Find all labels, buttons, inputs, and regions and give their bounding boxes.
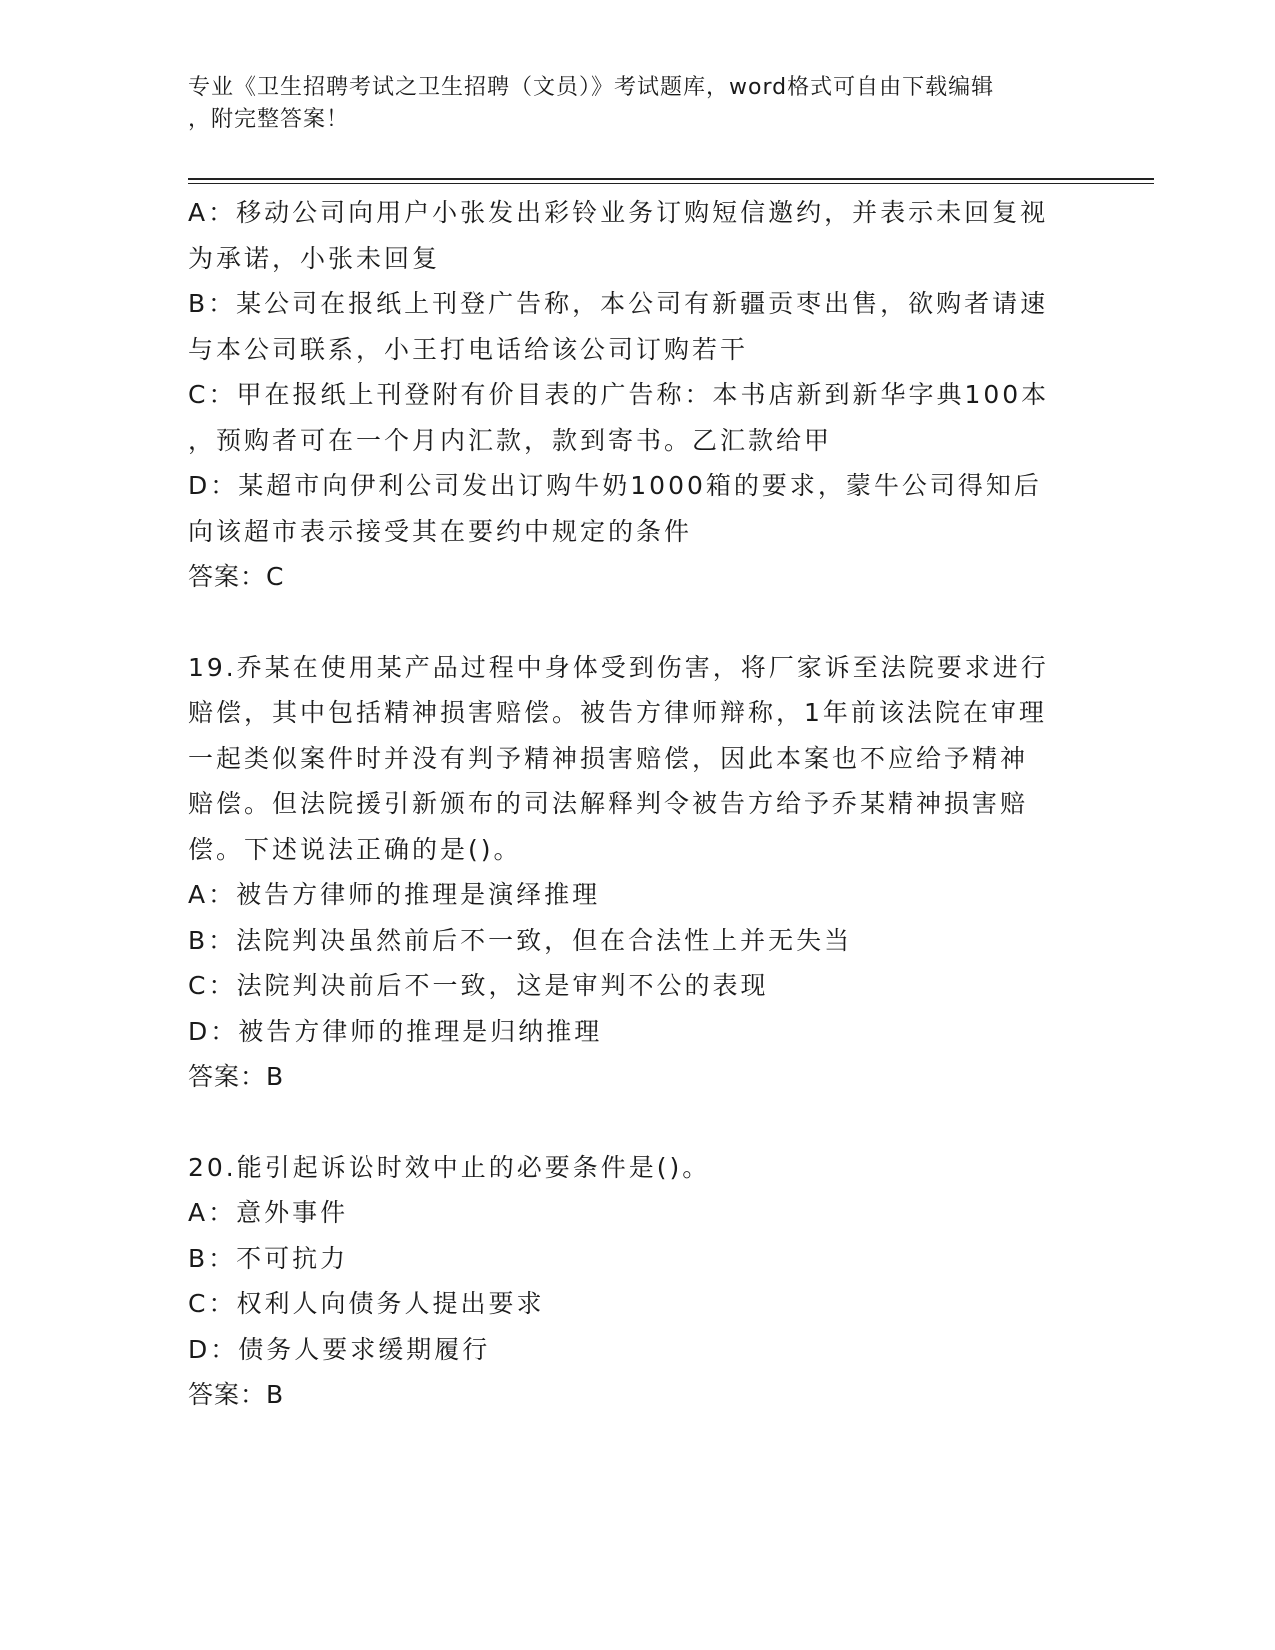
q18-option-c-line-2: ，预购者可在一个月内汇款，款到寄书。乙汇款给甲 <box>188 425 833 455</box>
q19-stem-line-2: 赔偿，其中包括精神损害赔偿。被告方律师辩称，1年前该法院在审理 <box>188 698 1047 727</box>
question-20 <box>188 1145 1088 1418</box>
q19-stem-line-1: 19.乔某在使用某产品过程中身体受到伤害，将厂家诉至法院要求进行 <box>188 652 1049 682</box>
header-line-2: ，附完整答案！ <box>188 107 350 132</box>
q18-option-a-line-2: 为承诺，小张未回复 <box>188 243 441 273</box>
q18-option-d-line-2: 向该超市表示接受其在要约中规定的条件 <box>188 516 693 546</box>
document-header <box>188 72 1068 136</box>
question-content <box>188 190 1088 1418</box>
q18-option-d-line-1: D：某超市向伊利公司发出订购牛奶1000箱的要求，蒙牛公司得知后 <box>188 471 1042 500</box>
q18-option-b-line-1: B：某公司在报纸上刊登广告称，本公司有新疆贡枣出售，欲购者请速 <box>188 289 1049 318</box>
q19-stem-line-5: 偿。下述说法正确的是()。 <box>188 834 522 864</box>
q20-option-c: C：权利人向债务人提出要求 <box>188 1289 545 1318</box>
q19-stem-line-3: 一起类似案件时并没有判予精神损害赔偿，因此本案也不应给予精神 <box>188 743 1029 773</box>
q18-option-b-line-2: 与本公司联系，小王打电话给该公司订购若干 <box>188 334 749 364</box>
question-19 <box>188 645 1088 1100</box>
q18-answer: 答案：C <box>188 562 285 591</box>
header-line-1: 专业《卫生招聘考试之卫生招聘（文员）》考试题库，word格式可自由下载编辑 <box>188 75 995 100</box>
q19-option-a: A：被告方律师的推理是演绎推理 <box>188 880 601 909</box>
q20-answer: 答案：B <box>188 1380 285 1409</box>
q19-answer: 答案：B <box>188 1062 285 1091</box>
spacer <box>188 1100 1088 1145</box>
q19-stem-line-4: 赔偿。但法院援引新颁布的司法解释判令被告方给予乔某精神损害赔 <box>188 789 1029 818</box>
spacer <box>188 600 1088 645</box>
q19-option-d: D：被告方律师的推理是归纳推理 <box>188 1016 603 1046</box>
q19-option-b: B：法院判决虽然前后不一致，但在合法性上并无失当 <box>188 925 853 955</box>
header-divider-thick <box>188 178 1154 180</box>
question-18 <box>188 190 1088 600</box>
q18-option-a-line-1: A：移动公司向用户小张发出彩铃业务订购短信邀约，并表示未回复视 <box>188 198 1049 227</box>
q20-option-d: D：债务人要求缓期履行 <box>188 1334 491 1364</box>
q20-option-a: A：意外事件 <box>188 1198 349 1227</box>
q18-option-c-line-1: C：甲在报纸上刊登附有价目表的广告称：本书店新到新华字典100本 <box>188 380 1050 409</box>
q20-stem: 20.能引起诉讼时效中止的必要条件是()。 <box>188 1152 711 1182</box>
header-divider-thin <box>188 183 1154 184</box>
q19-option-c: C：法院判决前后不一致，这是审判不公的表现 <box>188 971 769 1000</box>
q20-option-b: B：不可抗力 <box>188 1243 349 1273</box>
